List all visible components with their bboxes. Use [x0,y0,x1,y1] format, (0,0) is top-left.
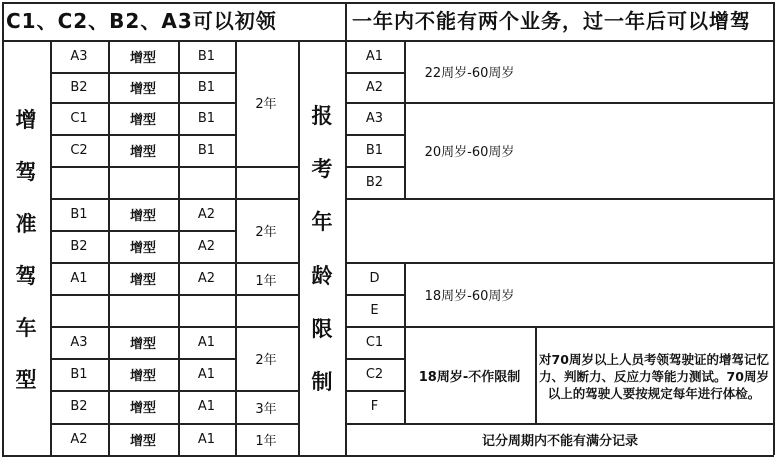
age-title-char: 龄 [311,263,333,288]
upgrade-cell-from: A3 [70,48,88,64]
age-class-cell: C2 [365,366,384,382]
age-range-18-unlimited: 18周岁-不作限制 [418,369,521,385]
left-title-char: 准 [15,212,37,236]
age-title-char: 年 [311,210,333,235]
years-group-6: 1年 [255,433,277,449]
grid-line-vertical [773,2,775,455]
upgrade-cell-op: 增型 [129,81,156,97]
header-left-initial-license: C1、C2、B2、A3可以初领 [6,9,277,33]
left-title-char: 型 [15,368,37,392]
upgrade-cell-op: 增型 [129,112,156,128]
age-class-cell: D [369,270,380,286]
grid-line-horizontal [50,455,235,457]
age-class-cell: A3 [365,110,384,126]
upgrade-cell-to: A2 [197,270,216,286]
grid-line-horizontal [235,166,298,168]
upgrade-cell-to: A2 [197,238,216,254]
upgrade-cell-op: 增型 [129,336,156,352]
grid-line-horizontal [235,40,298,42]
upgrade-cell-from: A2 [70,431,88,447]
upgrade-cell-from: B2 [70,79,88,95]
left-title-vertical [6,104,46,394]
years-group-4: 2年 [255,352,277,368]
upgrade-cell-op [108,166,178,198]
upgrade-cell-to: B1 [197,142,216,158]
years-group-1: 2年 [255,96,277,112]
upgrade-cell-to: A1 [197,399,216,414]
grid-line-vertical [2,2,4,455]
age-limit-title-vertical [299,100,345,396]
age-title-char: 限 [311,316,333,341]
header-right-upgrade-rule: 一年内不能有两个业务，过一年后可以增驾 [352,9,751,33]
upgrade-cell-op: 增型 [129,433,156,449]
upgrade-cell-to: B1 [197,110,216,126]
upgrade-cell-to: B1 [197,48,216,64]
grid-line-horizontal [345,198,405,200]
upgrade-cell-to [178,166,235,198]
age-title-char: 报 [311,104,333,128]
age-class-cell: B2 [365,174,384,190]
upgrade-cell-op: 增型 [129,401,156,416]
grid-line-horizontal [2,2,774,4]
upgrade-cell-from: C2 [70,142,88,158]
upgrade-cell-to [178,294,235,326]
age-class-cell: E [370,302,379,318]
upgrade-cell-from: B1 [70,206,88,222]
upgrade-cell-to: A1 [197,366,216,382]
upgrade-cell-op [108,294,178,326]
age-range-22-60: 22周岁-60周岁 [424,65,515,81]
footer-no-full-points-note: 记分周期内不能有满分记录 [481,433,638,449]
grid-line-horizontal [235,198,298,200]
upgrade-cell-from: B2 [70,399,88,414]
age-title-char: 考 [311,157,333,182]
upgrade-cell-op: 增型 [129,272,156,288]
age-class-cell: F [370,399,379,414]
grid-line-horizontal [404,198,774,200]
age-title-char: 制 [311,369,333,394]
left-title-char: 驾 [15,160,37,184]
upgrade-cell-op: 增型 [129,50,156,66]
upgrade-cell-from: C1 [70,110,88,126]
upgrade-cell-to: A1 [197,334,216,350]
age-class-cell: B1 [365,142,384,158]
upgrade-cell-op: 增型 [129,208,156,224]
upgrade-cell-from: A1 [70,270,88,286]
left-title-char: 车 [15,316,37,340]
upgrade-cell-to: B1 [197,79,216,95]
years-group-5: 3年 [255,401,277,417]
age-class-cell: A2 [365,79,384,95]
grid-line-vertical [345,2,347,40]
upgrade-cell-to: A2 [197,206,216,222]
upgrade-cell-from: B1 [70,366,88,382]
upgrade-cell-to: A1 [197,431,216,447]
upgrade-cell-op: 增型 [129,240,156,256]
upgrade-cell-from: B2 [70,238,88,254]
age-range-20-60: 20周岁-60周岁 [424,144,515,160]
grid-line-horizontal [235,326,298,328]
upgrade-cell-op: 增型 [129,144,156,160]
upgrade-cell-from: A3 [70,334,88,350]
grid-line-horizontal [235,455,298,457]
age-class-cell: C1 [365,334,384,350]
age-class-cell: A1 [365,48,384,64]
age-70-note: 对70周岁以上人员考领驾驶证的增驾记忆力、判断力、反应力等能力测试。70周岁以上的驾驶人要按规定每年进行体检。 [539,351,769,401]
years-group-2: 2年 [255,224,277,240]
upgrade-cell-from [50,294,108,326]
age-range-18-60: 18周岁-60周岁 [424,288,515,304]
years-group-3: 1年 [255,273,277,289]
left-title-char: 驾 [15,264,37,288]
upgrade-cell-from [50,166,108,198]
left-title-char: 增 [15,108,37,132]
upgrade-cell-op: 增型 [129,368,156,384]
